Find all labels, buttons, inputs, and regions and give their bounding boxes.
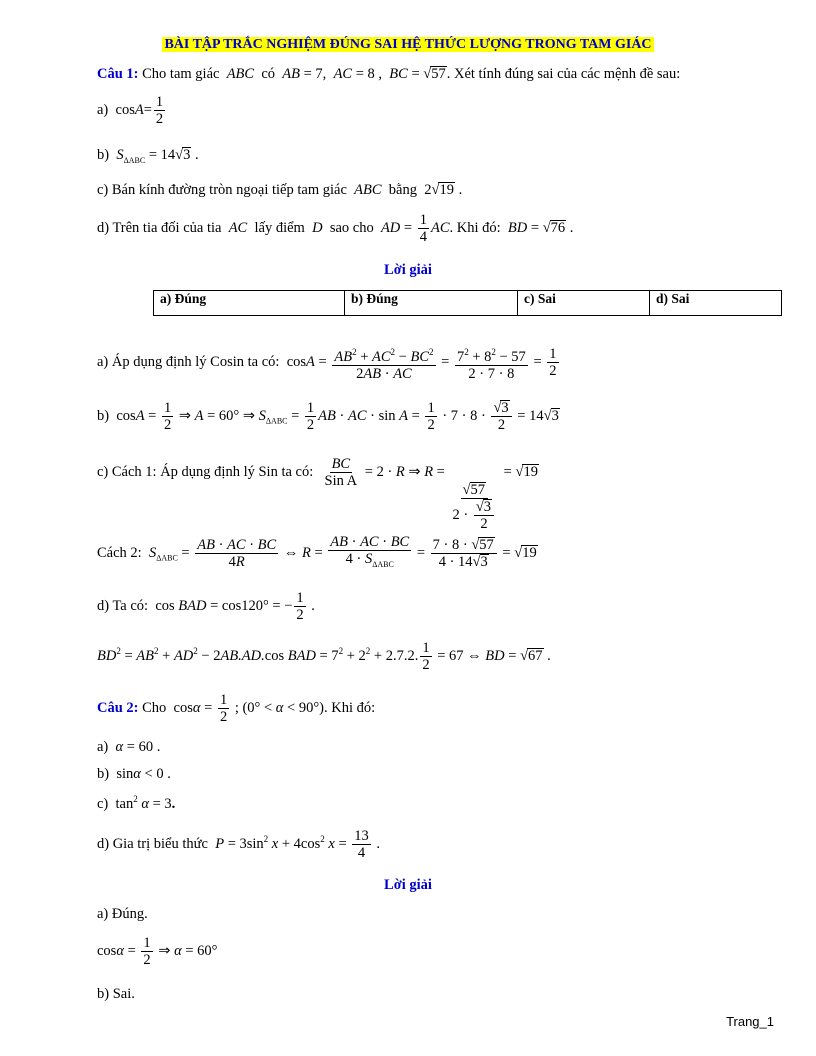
- solution-heading-2: Lời giải: [384, 877, 432, 893]
- answer-a: a) Đúng: [154, 291, 345, 316]
- answer-d: d) Sai: [650, 291, 782, 316]
- q1-statement-d: d) Trên tia đối của tia AC lấy điểm D sao cho AD = $\frac{1}{4}$ AC. Khi đó: BD = √ 76 .: [97, 212, 574, 245]
- q2-statement-b: b) sinα < 0 .: [97, 766, 171, 782]
- answer-b: b) Đúng: [345, 291, 518, 316]
- sol1-d: d) Ta có: cos BAD = cos120° = − $\frac{1}{2}$ .: [97, 590, 315, 623]
- answer-c: c) Sai: [518, 291, 650, 316]
- page-title: BÀI TẬP TRẮC NGHIỆM ĐÚNG SAI HỆ THỨC LƯỢNG TRONG TAM GIÁC: [164, 37, 652, 52]
- sol2-a-formula: cosα = $\frac{1}{2}$ ⇒ α = 60°: [97, 935, 218, 968]
- sol1-a: a) Áp dụng định lý Cosin ta có: cosA = $\frac{AB^2 + AC^2 - BC^2}{2AB \cdot AC}$ = $\frac{7^2 + 8^2 - 57}{2 \cdot 7 \cdot 8}$ = $\frac{1}{2}$: [97, 344, 561, 382]
- q2-statement-a: a) α = 60 .: [97, 739, 161, 755]
- sol2-b: b) Sai.: [97, 986, 135, 1002]
- q1-stem: Câu 1: Cho tam giác ABC có AB = 7, AC = 8 , BC = √ 57 . Xét tính đúng sai của các mệnh đề sau:: [97, 66, 681, 82]
- q1-statement-c: c) Bán kính đường tròn ngoại tiếp tam giác ABC bằng 2 √ 19 .: [97, 182, 463, 198]
- sol1-d-formula: $BD^2 = AB^2 + AD^2 - 2AB.AD.\cos$ BAD = $7^2 + 2^2 + 2.7.2$. $\frac{1}{2}$ = 67 ⇔ BD = √ 67 .: [97, 640, 551, 673]
- answer-table: [153, 290, 782, 316]
- sol2-a: a) Đúng.: [97, 906, 148, 922]
- solution-heading-1: Lời giải: [384, 262, 432, 278]
- q2-statement-d: d) Gia trị biểu thức $P = 3\sin^2$ $x + 4\cos^2$ x = $\frac{13}{4}$ .: [97, 828, 380, 861]
- q2-stem: Câu 2: Cho cosα = $\frac{1}{2}$ ; (0° < α < 90°). Khi đó:: [97, 692, 376, 725]
- sol1-b: b) cosA = $\frac{1}{2}$ ⇒ A = 60° ⇒ $S_{\Delta ABC}$ = $\frac{1}{2}$ AB · AC · sin A = $\frac{1}{2}$ · 7 · 8 · √ 3 2 = 14 √ 3: [97, 400, 559, 433]
- q2-statement-c: c) $\tan^2 \alpha = 3$.: [97, 794, 176, 812]
- q1-statement-b: b) $S_{\Delta ABC} = 14$ √ 3 .: [97, 147, 199, 165]
- q1-statement-a: a) cosA= $\frac{1}{2}$: [97, 94, 164, 127]
- sol1-c1: c) Cách 1: Áp dụng định lý Sin ta có: $\frac{BC}{\text{Sin A}}$ = 2 · R ⇒ R = √ 57 2 · √ 3 2 = √ 19: [97, 456, 538, 532]
- sol1-c2: Cách 2: $S_{\Delta ABC}$ = $\frac{AB \cdot AC \cdot BC}{4R}$ ⇔ R = $\frac{AB \cdot AC \cdot BC}{4 \cdot S_{\Delta ABC}}$ = 7 · 8 · √ 57 4 · 14 √ 3 = √ 19: [97, 534, 537, 570]
- page-number: Trang_1: [726, 1014, 774, 1029]
